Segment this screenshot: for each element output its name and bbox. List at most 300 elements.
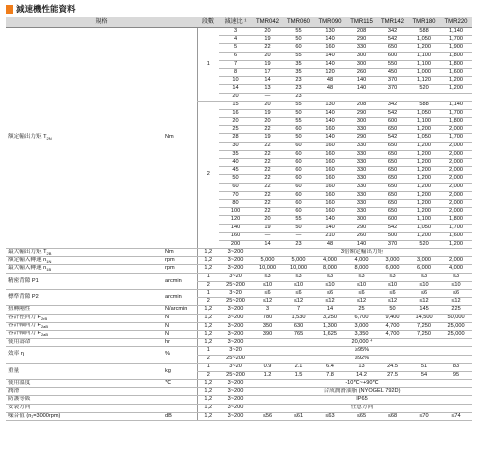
value-cell: 25 bbox=[346, 306, 377, 314]
merged-value-cell: -10℃~+90℃ bbox=[252, 380, 472, 388]
value-cell: 7 bbox=[283, 306, 314, 314]
value-cell: 27.5 bbox=[377, 371, 408, 379]
ratio-cell: 28 bbox=[219, 134, 252, 142]
value-cell: 24.5 bbox=[377, 363, 408, 371]
value-cell bbox=[408, 93, 440, 101]
service-life-label: 使用壽命 bbox=[6, 339, 161, 347]
value-cell: ≤74 bbox=[440, 412, 472, 420]
value-cell: 50 bbox=[283, 134, 314, 142]
value-cell: 5,000 bbox=[252, 257, 283, 265]
value-cell: 2,000 bbox=[440, 142, 472, 150]
value-cell: 120 bbox=[314, 68, 346, 76]
value-cell: 0.9 bbox=[252, 363, 283, 371]
value-cell: 140 bbox=[314, 216, 346, 224]
value-cell: 1,200 bbox=[408, 44, 440, 52]
value-cell: 60 bbox=[283, 150, 314, 158]
ratio-cell: 3~200 bbox=[219, 380, 252, 388]
value-cell: 342 bbox=[377, 101, 408, 109]
value-cell: ≤70 bbox=[408, 412, 440, 420]
value-cell: 1,200 bbox=[440, 77, 472, 85]
value-cell: 8,000 bbox=[314, 265, 346, 273]
ratio-cell: 45 bbox=[219, 167, 252, 175]
value-cell: 4,000 bbox=[346, 257, 377, 265]
rigidity-unit: N/arcmin bbox=[161, 306, 197, 314]
value-cell: — bbox=[252, 93, 283, 101]
value-cell: 160 bbox=[314, 126, 346, 134]
value-cell bbox=[377, 93, 408, 101]
value-cell: 1,300 bbox=[314, 322, 346, 330]
ratio-cell: 3~20 bbox=[219, 290, 252, 298]
value-cell: 160 bbox=[314, 142, 346, 150]
value-cell: 2.1 bbox=[283, 363, 314, 371]
value-cell: 500 bbox=[377, 232, 408, 240]
value-cell: 542 bbox=[377, 224, 408, 232]
value-cell: 1,800 bbox=[440, 60, 472, 68]
value-cell: 1,200 bbox=[440, 85, 472, 93]
ratio-cell: 25 bbox=[219, 126, 252, 134]
value-cell: 130 bbox=[314, 28, 346, 36]
radial-force-label: 容許徑向力 $F_{2rB}$ bbox=[6, 314, 161, 322]
value-cell: 600 bbox=[377, 216, 408, 224]
value-cell: 55 bbox=[283, 118, 314, 126]
value-cell: 19 bbox=[252, 109, 283, 117]
merged-value-cell: 3倍額定輸出力矩 bbox=[252, 249, 472, 257]
ratio-cell: 60 bbox=[219, 183, 252, 191]
value-cell: 6,700 bbox=[346, 314, 377, 322]
value-cell: 23 bbox=[283, 93, 314, 101]
value-cell: 7.8 bbox=[314, 371, 346, 379]
ratio-cell: 4 bbox=[219, 36, 252, 44]
value-cell: 1,200 bbox=[408, 142, 440, 150]
value-cell: 330 bbox=[346, 142, 377, 150]
value-cell: 650 bbox=[377, 142, 408, 150]
merged-value-cell: 合成潤滑油脂 (NYOGEL 792D) bbox=[252, 388, 472, 396]
value-cell: 55 bbox=[283, 216, 314, 224]
stage-cell: 1,2 bbox=[197, 265, 219, 273]
value-cell: 160 bbox=[314, 199, 346, 207]
value-cell: 300 bbox=[346, 52, 377, 60]
value-cell: 35 bbox=[283, 60, 314, 68]
ratio-cell: 160 bbox=[219, 232, 252, 240]
value-cell: 50 bbox=[377, 306, 408, 314]
value-cell: 140 bbox=[314, 36, 346, 44]
value-cell: 208 bbox=[346, 101, 377, 109]
value-cell: 650 bbox=[377, 167, 408, 175]
value-cell: ≤10 bbox=[408, 281, 440, 289]
radial-force-unit: N bbox=[161, 314, 197, 322]
value-cell: 140 bbox=[314, 134, 346, 142]
value-cell: 6.4 bbox=[314, 363, 346, 371]
value-cell: 2,000 bbox=[440, 159, 472, 167]
table-row bbox=[6, 306, 472, 314]
title-text: 減速機性能資料 bbox=[16, 4, 76, 14]
value-cell: 3,000 bbox=[408, 257, 440, 265]
value-cell: 19 bbox=[252, 36, 283, 44]
value-cell: 2,000 bbox=[440, 183, 472, 191]
table-row bbox=[6, 396, 472, 404]
value-cell: 25,000 bbox=[440, 322, 472, 330]
section-title bbox=[6, 3, 76, 15]
value-cell: 10,000 bbox=[283, 265, 314, 273]
noise-unit: dB bbox=[161, 412, 197, 420]
value-cell: 140 bbox=[346, 240, 377, 248]
value-cell: — bbox=[252, 232, 283, 240]
value-cell: ≤3 bbox=[377, 273, 408, 281]
value-cell: 1,700 bbox=[440, 134, 472, 142]
value-cell: 50 bbox=[283, 224, 314, 232]
ratio-cell: 3~20 bbox=[219, 347, 252, 355]
value-cell: 3 bbox=[252, 306, 283, 314]
value-cell: 60 bbox=[283, 199, 314, 207]
value-cell: 588 bbox=[408, 28, 440, 36]
value-cell: ≤3 bbox=[283, 273, 314, 281]
value-cell: 140 bbox=[314, 60, 346, 68]
axial-force-2-label-subscript: 2aB bbox=[40, 332, 49, 338]
value-cell: 3,000 bbox=[346, 322, 377, 330]
value-cell: 650 bbox=[377, 208, 408, 216]
spec-unit: Nm bbox=[161, 28, 197, 249]
value-cell: ≤10 bbox=[283, 281, 314, 289]
weight-label: 重量 bbox=[6, 363, 161, 379]
ratio-cell: 25~200 bbox=[219, 298, 252, 306]
rated-speed-label-subscript: 1N bbox=[46, 258, 52, 264]
mounting-direction-unit bbox=[161, 404, 197, 412]
value-cell: 260 bbox=[346, 68, 377, 76]
rigidity-label: 扭轉剛性 bbox=[6, 306, 161, 314]
value-cell: 1,200 bbox=[408, 199, 440, 207]
value-cell: 9,400 bbox=[377, 314, 408, 322]
ratio-cell: 15 bbox=[219, 101, 252, 109]
ratio-cell: 7 bbox=[219, 60, 252, 68]
table-row bbox=[6, 265, 472, 273]
rated-speed-label: 額定輸入轉速 $n_{1N}$ bbox=[6, 257, 161, 265]
value-cell: 1,140 bbox=[440, 28, 472, 36]
value-cell: ≤6 bbox=[346, 290, 377, 298]
value-cell: 330 bbox=[346, 199, 377, 207]
value-cell: 650 bbox=[377, 183, 408, 191]
value-cell: 260 bbox=[346, 232, 377, 240]
table-row bbox=[6, 388, 472, 396]
ratio-cell: 25~200 bbox=[219, 281, 252, 289]
value-cell: 5,000 bbox=[283, 257, 314, 265]
value-cell: 55 bbox=[283, 52, 314, 60]
value-cell: ≤12 bbox=[440, 298, 472, 306]
header-cell: 減速比 ¹ bbox=[219, 17, 252, 28]
value-cell: ≤3 bbox=[346, 273, 377, 281]
max-torque-unit: Nm bbox=[161, 249, 197, 257]
value-cell: 350 bbox=[252, 322, 283, 330]
value-cell: 2,000 bbox=[440, 167, 472, 175]
value-cell: 330 bbox=[346, 167, 377, 175]
stage-cell: 1,2 bbox=[197, 339, 219, 347]
value-cell: 13 bbox=[252, 85, 283, 93]
header-cell: TMR090 bbox=[314, 17, 346, 28]
performance-table bbox=[6, 17, 472, 421]
stage-cell: 1,2 bbox=[197, 396, 219, 404]
merged-value-cell: 20,000 ⁴ bbox=[252, 339, 472, 347]
value-cell: ≤6 bbox=[283, 290, 314, 298]
title-marker-icon bbox=[6, 5, 13, 14]
ratio-cell: 35 bbox=[219, 150, 252, 158]
value-cell: 6,000 bbox=[408, 265, 440, 273]
value-cell: 1.5 bbox=[283, 371, 314, 379]
value-cell: 4,700 bbox=[377, 330, 408, 338]
stage-cell: 1,2 bbox=[197, 249, 219, 257]
spec-label-subscript: 2N bbox=[46, 136, 52, 142]
ratio-cell: 70 bbox=[219, 191, 252, 199]
axial-force-2-unit: N bbox=[161, 330, 197, 338]
value-cell: 22 bbox=[252, 167, 283, 175]
value-cell: 14 bbox=[314, 306, 346, 314]
value-cell: 22 bbox=[252, 44, 283, 52]
merged-value-cell: ≥92% bbox=[252, 355, 472, 363]
value-cell: 22 bbox=[252, 142, 283, 150]
value-cell: 2,000 bbox=[440, 150, 472, 158]
value-cell: 1,100 bbox=[408, 216, 440, 224]
ratio-cell: 3 bbox=[219, 28, 252, 36]
stage-cell: 1 bbox=[197, 347, 219, 355]
value-cell: 1,050 bbox=[408, 109, 440, 117]
merged-value-cell: 任意方向 bbox=[252, 404, 472, 412]
value-cell: 54 bbox=[408, 371, 440, 379]
table-row bbox=[6, 17, 472, 28]
value-cell: 60 bbox=[283, 183, 314, 191]
value-cell: 542 bbox=[377, 134, 408, 142]
value-cell: 450 bbox=[377, 68, 408, 76]
value-cell: 83 bbox=[440, 363, 472, 371]
ratio-cell: 3~200 bbox=[219, 339, 252, 347]
value-cell: 3,000 bbox=[377, 257, 408, 265]
value-cell: 140 bbox=[346, 85, 377, 93]
value-cell: 55 bbox=[283, 101, 314, 109]
value-cell: ≤6 bbox=[377, 290, 408, 298]
stage-cell: 1,2 bbox=[197, 257, 219, 265]
value-cell: 390 bbox=[252, 330, 283, 338]
efficiency-label: 效率 η bbox=[6, 347, 161, 363]
value-cell: 330 bbox=[346, 159, 377, 167]
max-speed-label: 最大輸入轉速 $n_{1B}$ bbox=[6, 265, 161, 273]
value-cell: 1,200 bbox=[408, 167, 440, 175]
ratio-cell: 50 bbox=[219, 175, 252, 183]
value-cell: ≤10 bbox=[346, 281, 377, 289]
value-cell: 600 bbox=[377, 52, 408, 60]
ratio-cell: 8 bbox=[219, 68, 252, 76]
rated-speed-unit: rpm bbox=[161, 257, 197, 265]
value-cell: 60 bbox=[283, 191, 314, 199]
ratio-cell: 3~200 bbox=[219, 306, 252, 314]
value-cell: 1,800 bbox=[440, 118, 472, 126]
value-cell: ≤68 bbox=[377, 412, 408, 420]
table-row bbox=[6, 314, 472, 322]
protection-class-unit bbox=[161, 396, 197, 404]
header-cell: TMR142 bbox=[377, 17, 408, 28]
value-cell: 1,200 bbox=[440, 240, 472, 248]
ratio-cell: 3~200 bbox=[219, 396, 252, 404]
value-cell: 23 bbox=[283, 240, 314, 248]
stage-cell: 1,2 bbox=[197, 388, 219, 396]
value-cell: 51 bbox=[408, 363, 440, 371]
value-cell: 1.2 bbox=[252, 371, 283, 379]
value-cell: 20 bbox=[252, 28, 283, 36]
ratio-cell: 100 bbox=[219, 208, 252, 216]
value-cell: 60 bbox=[283, 175, 314, 183]
backlash-p2-label: 標準背隙 P2 bbox=[6, 290, 161, 306]
backlash-p2-unit: arcmin bbox=[161, 290, 197, 306]
ratio-cell: 20 bbox=[219, 118, 252, 126]
value-cell: ≤3 bbox=[408, 273, 440, 281]
value-cell: 1,600 bbox=[440, 68, 472, 76]
max-speed-label-subscript: 1B bbox=[46, 267, 52, 273]
stage-cell: 1,2 bbox=[197, 314, 219, 322]
value-cell: ≤6 bbox=[408, 290, 440, 298]
backlash-p1-unit: arcmin bbox=[161, 273, 197, 289]
weight-unit: kg bbox=[161, 363, 197, 379]
value-cell: ≤12 bbox=[252, 298, 283, 306]
value-cell: 25,000 bbox=[440, 330, 472, 338]
value-cell: 330 bbox=[346, 150, 377, 158]
value-cell: 14 bbox=[252, 240, 283, 248]
merged-value-cell: IP65 bbox=[252, 396, 472, 404]
value-cell: 48 bbox=[314, 77, 346, 85]
ratio-cell: 25~200 bbox=[219, 371, 252, 379]
value-cell: 160 bbox=[314, 159, 346, 167]
value-cell: ≤12 bbox=[314, 298, 346, 306]
value-cell: ≤6 bbox=[314, 290, 346, 298]
max-torque-label: 最大輸出力矩 $T_{2B}$ bbox=[6, 249, 161, 257]
value-cell: 370 bbox=[377, 77, 408, 85]
value-cell: 1,700 bbox=[440, 36, 472, 44]
value-cell: 160 bbox=[314, 183, 346, 191]
table-row bbox=[6, 404, 472, 412]
value-cell: 4,000 bbox=[314, 257, 346, 265]
value-cell: 330 bbox=[346, 175, 377, 183]
value-cell: 2,000 bbox=[440, 175, 472, 183]
value-cell: 290 bbox=[346, 224, 377, 232]
value-cell: 1,200 bbox=[408, 150, 440, 158]
value-cell: — bbox=[283, 232, 314, 240]
table-row bbox=[6, 322, 472, 330]
value-cell: 208 bbox=[346, 28, 377, 36]
value-cell: 225 bbox=[440, 306, 472, 314]
value-cell: 50 bbox=[283, 109, 314, 117]
ratio-cell: 3~200 bbox=[219, 388, 252, 396]
value-cell: 14.2 bbox=[346, 371, 377, 379]
ratio-cell: 80 bbox=[219, 199, 252, 207]
value-cell: 3,250 bbox=[314, 314, 346, 322]
value-cell: 300 bbox=[346, 118, 377, 126]
ratio-cell: 3~20 bbox=[219, 273, 252, 281]
value-cell: 1,100 bbox=[408, 52, 440, 60]
value-cell: 140 bbox=[314, 52, 346, 60]
axial-force-unit: N bbox=[161, 322, 197, 330]
value-cell: 48 bbox=[314, 85, 346, 93]
value-cell: 60 bbox=[283, 159, 314, 167]
ratio-cell: 6 bbox=[219, 52, 252, 60]
value-cell: 22 bbox=[252, 183, 283, 191]
value-cell: 765 bbox=[283, 330, 314, 338]
value-cell: ≤10 bbox=[252, 281, 283, 289]
backlash-p1-label: 精密背隙 P1 bbox=[6, 273, 161, 289]
value-cell: 780 bbox=[252, 314, 283, 322]
value-cell: 370 bbox=[377, 240, 408, 248]
operating-temp-label: 使用溫度 bbox=[6, 380, 161, 388]
value-cell: 300 bbox=[346, 216, 377, 224]
value-cell: 520 bbox=[408, 85, 440, 93]
value-cell: 22 bbox=[252, 159, 283, 167]
value-cell: 20 bbox=[252, 101, 283, 109]
value-cell: 55 bbox=[283, 28, 314, 36]
value-cell: 520 bbox=[408, 240, 440, 248]
value-cell: 22 bbox=[252, 126, 283, 134]
value-cell: ≤61 bbox=[283, 412, 314, 420]
ratio-cell: 200 bbox=[219, 240, 252, 248]
stage-cell: 1,2 bbox=[197, 306, 219, 314]
value-cell: 1,200 bbox=[408, 232, 440, 240]
value-cell: 542 bbox=[377, 109, 408, 117]
value-cell: 160 bbox=[314, 44, 346, 52]
ratio-cell: 3~20 bbox=[219, 363, 252, 371]
value-cell: 330 bbox=[346, 208, 377, 216]
value-cell bbox=[440, 93, 472, 101]
value-cell: 650 bbox=[377, 199, 408, 207]
ratio-cell: 3~200 bbox=[219, 412, 252, 420]
stage-cell: 1,2 bbox=[197, 330, 219, 338]
value-cell: 330 bbox=[346, 183, 377, 191]
value-cell: 550 bbox=[377, 60, 408, 68]
table-row bbox=[6, 363, 472, 371]
value-cell: 19 bbox=[252, 60, 283, 68]
stage-cell: 2 bbox=[197, 371, 219, 379]
table-row bbox=[6, 249, 472, 257]
ratio-cell: 40 bbox=[219, 159, 252, 167]
value-cell: ≤12 bbox=[377, 298, 408, 306]
value-cell: 14,500 bbox=[408, 314, 440, 322]
value-cell: 650 bbox=[377, 191, 408, 199]
stage-cell: 1 bbox=[197, 273, 219, 281]
value-cell: 60 bbox=[283, 167, 314, 175]
value-cell: 50,000 bbox=[440, 314, 472, 322]
header-cell: TMR042 bbox=[252, 17, 283, 28]
value-cell: ≤6 bbox=[440, 290, 472, 298]
value-cell: ≤12 bbox=[346, 298, 377, 306]
ratio-cell: 3~200 bbox=[219, 314, 252, 322]
value-cell: ≤3 bbox=[440, 273, 472, 281]
value-cell: 10,000 bbox=[252, 265, 283, 273]
ratio-cell: 3~200 bbox=[219, 330, 252, 338]
value-cell: 1,200 bbox=[408, 126, 440, 134]
value-cell: 1,200 bbox=[408, 191, 440, 199]
value-cell: 342 bbox=[377, 28, 408, 36]
ratio-cell: 120 bbox=[219, 216, 252, 224]
value-cell: 23 bbox=[283, 77, 314, 85]
value-cell: 160 bbox=[314, 208, 346, 216]
value-cell: 2,000 bbox=[440, 191, 472, 199]
value-cell: 2,000 bbox=[440, 199, 472, 207]
value-cell: 22 bbox=[252, 150, 283, 158]
value-cell: 20 bbox=[252, 52, 283, 60]
value-cell: 14 bbox=[252, 77, 283, 85]
value-cell: 19 bbox=[252, 134, 283, 142]
value-cell: 95 bbox=[440, 371, 472, 379]
value-cell: 160 bbox=[314, 191, 346, 199]
value-cell: 1,100 bbox=[408, 118, 440, 126]
axial-force-label: 容許軸向力 $F_{2aB}$ bbox=[6, 322, 161, 330]
value-cell bbox=[346, 93, 377, 101]
value-cell: 1,600 bbox=[440, 232, 472, 240]
value-cell bbox=[314, 93, 346, 101]
value-cell: 1,000 bbox=[408, 68, 440, 76]
ratio-cell: 3~200 bbox=[219, 404, 252, 412]
